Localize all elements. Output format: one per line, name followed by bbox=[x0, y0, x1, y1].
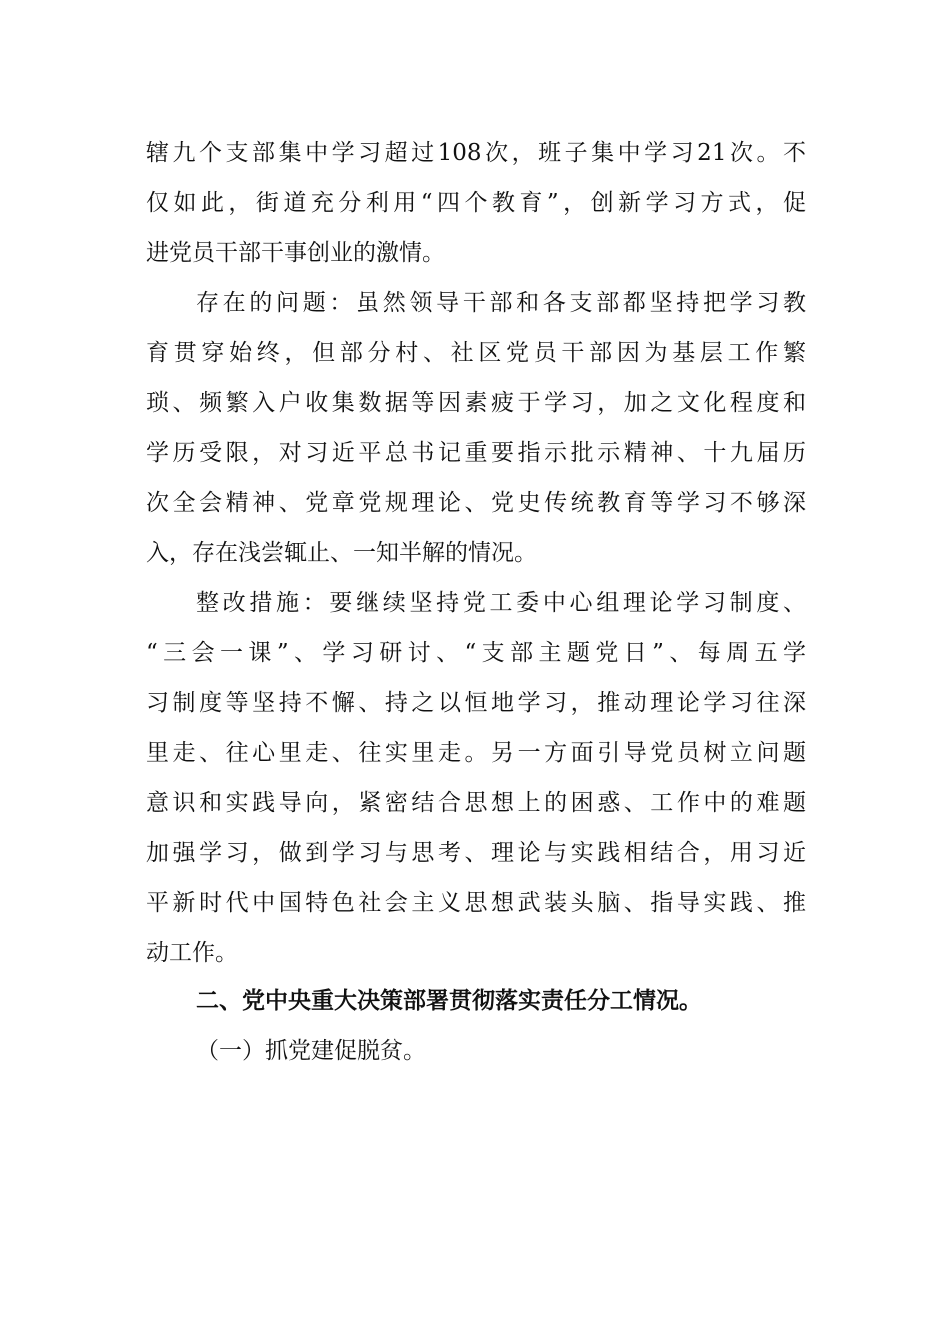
paragraph-line: 存在的问题：虽然领导干部和各支部都坚持把学习教 bbox=[196, 290, 806, 316]
paragraph-line: 进党员干部干事创业的激情。 bbox=[146, 240, 445, 266]
section-heading: 二、党中央重大决策部署贯彻落实责任分工情况。 bbox=[196, 988, 702, 1014]
paragraph-line: 学历受限，对习近平总书记重要指示批示精神、十九届历 bbox=[146, 440, 806, 466]
paragraph-line: 平新时代中国特色社会主义思想武装头脑、指导实践、推 bbox=[146, 890, 806, 916]
paragraph-line: 意识和实践导向，紧密结合思想上的困惑、工作中的难题 bbox=[146, 790, 806, 816]
paragraph-line: 育贯穿始终，但部分村、社区党员干部因为基层工作繁 bbox=[146, 340, 806, 366]
paragraph-line: 动工作。 bbox=[146, 940, 238, 966]
paragraph-line: 加强学习，做到学习与思考、理论与实践相结合，用习近 bbox=[146, 840, 806, 866]
paragraph-line: 整改措施：要继续坚持党工委中心组理论学习制度、 bbox=[196, 590, 806, 616]
paragraph-line: 琐、频繁入户收集数据等因素疲于学习，加之文化程度和 bbox=[146, 390, 806, 416]
paragraph-line: 里走、往心里走、往实里走。另一方面引导党员树立问题 bbox=[146, 740, 806, 766]
paragraph-line: 次全会精神、党章党规理论、党史传统教育等学习不够深 bbox=[146, 490, 806, 516]
paragraph-line: 辖九个支部集中学习超过108次，班子集中学习21次。不 bbox=[146, 140, 806, 166]
subsection-heading: （一）抓党建促脱贫。 bbox=[196, 1038, 426, 1064]
paragraph-line: 入，存在浅尝辄止、一知半解的情况。 bbox=[146, 540, 537, 566]
paragraph-line: “三会一课”、学习研讨、“支部主题党日”、每周五学 bbox=[146, 640, 806, 666]
paragraph-line: 仅如此，街道充分利用“四个教育”，创新学习方式，促 bbox=[146, 190, 806, 216]
paragraph-line: 习制度等坚持不懈、持之以恒地学习，推动理论学习往深 bbox=[146, 690, 806, 716]
